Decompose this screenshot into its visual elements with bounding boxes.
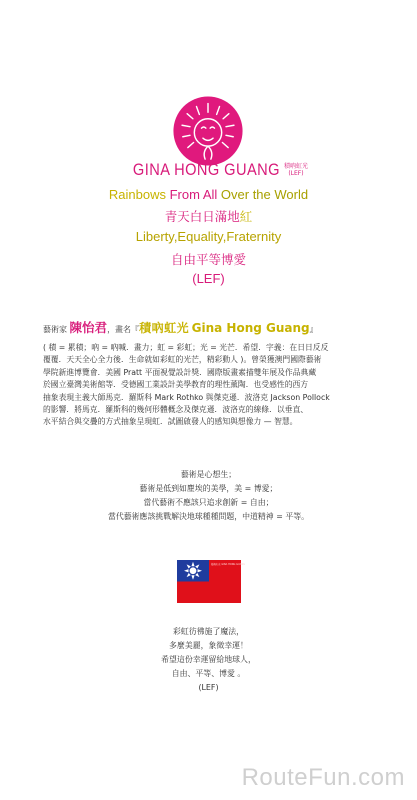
over-world-words: Over the World: [220, 187, 309, 202]
poem-line: 當代藝術應該挑戰解決地球種種問題，中道精神 = 平等。: [107, 512, 309, 521]
alias-zh: 積吶虹光: [139, 321, 190, 335]
poem-art-statement: [0, 468, 417, 524]
alias-prefix: ，畫名『: [107, 325, 140, 334]
bio-line: 水平結合與交疊的方式抽象呈現虹．試圖啟發人的感知與想像力 — 智慧。: [43, 417, 298, 427]
zh-line-text: 青天白日滿地: [164, 209, 240, 224]
poem-line: (LEF): [198, 683, 219, 692]
flag-artwork-icon: [177, 560, 246, 603]
bio-line: 學院新進博覽會．美國 Pratt 平面視覺設計獎．國際版畫素描雙年展及作品典藏: [43, 367, 317, 377]
poem-rainbow-wish: [0, 625, 417, 695]
poem-line: 藝術是心想生；: [180, 470, 237, 479]
brand-side-bottom: (LEF): [288, 170, 304, 177]
headline-zh: [0, 207, 417, 225]
headline-zh-liberty: 自由平等博愛: [170, 252, 246, 267]
poem-line: 希望這份幸運留給地球人，: [161, 655, 256, 664]
bio-line: 的影響．將馬克．羅斯科的幾何形體概念及傑克遜．波洛克的線條．以垂直、: [43, 405, 309, 415]
alias-suffix: 』: [309, 325, 318, 334]
bio-line: 抽象表現主義大師馬克．羅斯科 Mark Rothko 與傑克遜．波洛克 Jackson Pollock: [43, 392, 330, 402]
zh-hong-char: 紅: [239, 209, 253, 224]
artist-label: 藝術家: [43, 325, 67, 334]
brand-row: [0, 160, 417, 180]
bio-heading: [43, 318, 377, 336]
flag-caption: 積吶虹光 GINA HONG GUANG: [211, 563, 246, 566]
from-all-words: From All: [169, 187, 218, 202]
bio-body: [43, 342, 380, 429]
brand-side-top: 積吶虹光: [283, 163, 308, 170]
brand-side-label: [284, 163, 308, 177]
site-watermark: RouteFun.com: [241, 764, 405, 791]
poem-line: 當代藝術不應該只追求創新 = 自由；: [143, 498, 274, 507]
poem-line: 多麼美麗，象徵幸運！: [169, 641, 248, 650]
bio-line: 覆覆．天天全心全力後．生命就如彩虹的光芒，精彩動人 )。曾榮獲澳門國際藝術: [43, 355, 322, 365]
rainbows-word: Rainbows: [108, 187, 166, 202]
artist-name: 陳怡君: [69, 320, 108, 335]
poem-line: 藝術是低到如塵埃的美學，美 = 博愛；: [139, 484, 278, 493]
headline-rainbows: [0, 187, 417, 202]
headline-liberty: Liberty,Equality,Fraternity: [135, 229, 282, 244]
poem-line: 彩虹彷彿施了魔法，: [172, 627, 245, 636]
bio-line: 於國立臺灣美術館等．受德國工業設計美學教育的理性薰陶．也受感性的西方: [43, 380, 309, 390]
sun-face-logo-icon: [172, 95, 244, 167]
poem-line: 自由、平等、博愛 。: [171, 669, 246, 678]
headline-lef: (LEF): [192, 271, 225, 286]
bio-line: ( 積 = 累積；吶 = 吶喊．畫力；虹 = 彩虹；光 = 光芒．希望．字義：在日日反反: [43, 343, 329, 352]
alias-en: Gina Hong Guang: [191, 321, 310, 335]
brand-name: GINA HONG GUANG: [132, 160, 280, 179]
